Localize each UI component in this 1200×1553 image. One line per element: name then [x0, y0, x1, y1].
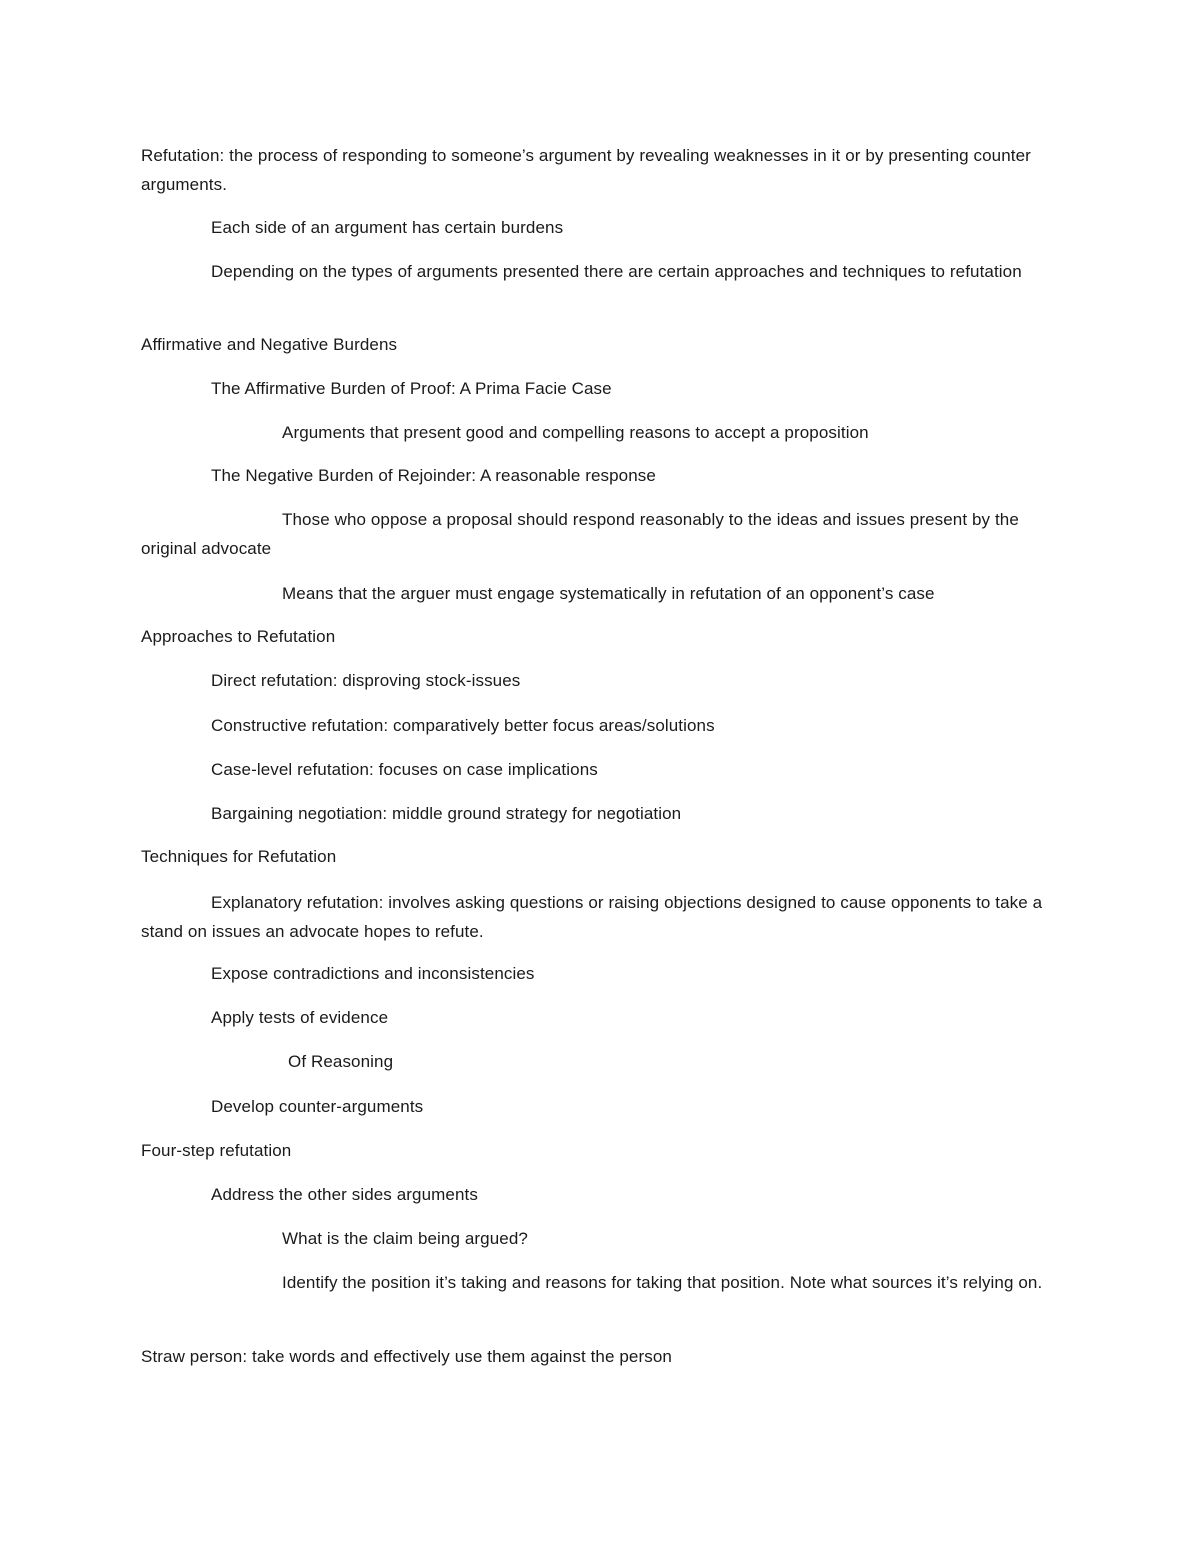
- heading-approaches: Approaches to Refutation: [141, 627, 336, 646]
- paragraph-tests-of-evidence: Apply tests of evidence: [211, 1008, 389, 1027]
- paragraph-direct-refutation: Direct refutation: disproving stock-issues: [211, 671, 521, 690]
- paragraph-of-reasoning: Of Reasoning: [288, 1052, 394, 1071]
- paragraph-identify-position: Identify the position it’s taking and reasons for taking that position. Note what sources it’s relying on.: [282, 1273, 1043, 1292]
- paragraph-approaches-techniques: Depending on the types of arguments presented there are certain approaches and techniques to refutation: [211, 262, 1022, 281]
- paragraph-claim-argued: What is the claim being argued?: [282, 1229, 528, 1248]
- paragraph-engage-systematically: Means that the arguer must engage systematically in refutation of an opponent’s case: [282, 584, 935, 603]
- paragraph-affirmative-burden: The Affirmative Burden of Proof: A Prima Facie Case: [211, 379, 612, 398]
- paragraph-straw-person: Straw person: take words and effectively use them against the person: [141, 1347, 672, 1366]
- paragraph-explanatory-refutation: Explanatory refutation: involves asking questions or raising objections designed to cause opponents to take a stand on issues an advocate hopes to refute.: [141, 893, 1043, 941]
- paragraph-expose-contradictions: Expose contradictions and inconsistencies: [211, 964, 535, 983]
- paragraph-oppose-proposal: Those who oppose a proposal should respond reasonably to the ideas and issues present by the original advocate: [141, 510, 1019, 558]
- paragraph-burdens: Each side of an argument has certain burdens: [211, 218, 564, 237]
- paragraph-address-arguments: Address the other sides arguments: [211, 1185, 478, 1204]
- paragraph-compelling-reasons: Arguments that present good and compelling reasons to accept a proposition: [282, 423, 869, 442]
- paragraph-refutation-definition: Refutation: the process of responding to someone’s argument by revealing weaknesses in it or by presenting counter arguments.: [141, 146, 1031, 194]
- paragraph-bargaining-negotiation: Bargaining negotiation: middle ground strategy for negotiation: [211, 804, 682, 823]
- paragraph-negative-burden: The Negative Burden of Rejoinder: A reasonable response: [211, 466, 656, 485]
- heading-affirmative-negative-burdens: Affirmative and Negative Burdens: [141, 335, 398, 354]
- heading-techniques: Techniques for Refutation: [141, 847, 337, 866]
- paragraph-counter-arguments: Develop counter-arguments: [211, 1097, 424, 1116]
- heading-four-step-refutation: Four-step refutation: [141, 1141, 292, 1160]
- paragraph-case-level-refutation: Case-level refutation: focuses on case implications: [211, 760, 598, 779]
- paragraph-constructive-refutation: Constructive refutation: comparatively better focus areas/solutions: [211, 716, 715, 735]
